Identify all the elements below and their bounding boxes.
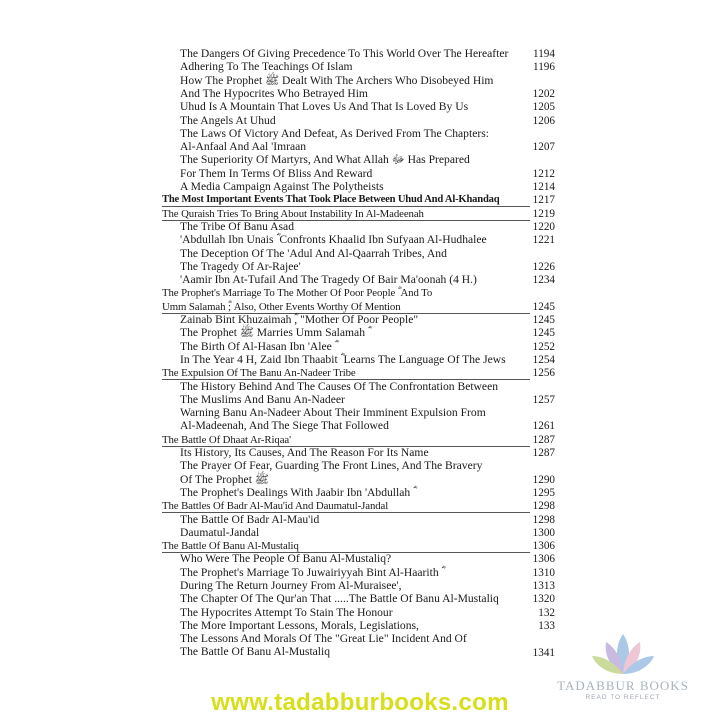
toc-entry-title-line: During The Return Journey From Al-Muraisee', — [180, 579, 402, 592]
toc-page-number: 1257 — [532, 393, 555, 406]
toc-entry-title-line: Who Were The People Of Banu Al-Mustaliq? — [180, 552, 392, 566]
toc-entry-title-line: The Tragedy Of Ar-Rajee' — [180, 259, 301, 273]
toc-page-number: 1254 — [532, 353, 555, 366]
toc-entry-title-line: The Birth Of Al-Hasan Ibn 'Alee ؓ — [180, 339, 335, 353]
toc-entry-title-line: The Hypocrites Attempt To Stain The Honour — [180, 605, 393, 619]
toc-page-number: 1214 — [532, 181, 555, 193]
toc-page-number: 1306 — [532, 553, 555, 566]
toc-entry-title-line: A Media Campaign Against The Polytheists — [180, 180, 384, 193]
toc-page-number: 1295 — [532, 486, 555, 499]
toc-page-number: 132 — [538, 606, 555, 619]
toc-page-number: 1313 — [532, 580, 555, 592]
toc-entry-title-line: The Battle Of Banu Al-Mustaliq — [162, 540, 299, 553]
footer-website-url[interactable]: www.tadabburbooks.com — [211, 689, 509, 716]
toc-page-number: 1196 — [533, 61, 555, 74]
toc-entry-title-line: In The Year 4 H, Zaid Ibn Thaabit ؓ Learns The Language Of The Jews — [180, 352, 506, 366]
toc-entry-title-line: The Superiority Of Martyrs, And What Allah ﷻ Has Prepared — [180, 153, 470, 167]
toc-entry-title-line: The Prophet's Dealings With Jaabir Ibn 'Abdullah ؓ — [180, 485, 414, 499]
toc-page-number: 1245 — [532, 314, 555, 326]
toc-page-number: 1290 — [532, 473, 555, 486]
toc-entry-title-line: The Dangers Of Giving Precedence To This World Over The Hereafter — [180, 47, 509, 60]
toc-entry-title-line: The Battle Of Banu Al-Mustaliq — [180, 645, 331, 659]
toc-entry-title-line: The Muslims And Banu An-Nadeer — [180, 392, 345, 406]
toc-page-number: 1298 — [532, 500, 555, 513]
toc-page-number: 1287 — [532, 433, 555, 446]
toc-entry-title-line: The Angels At Uhud — [180, 113, 276, 127]
toc-page-number: 1194 — [533, 48, 555, 60]
toc-entry-title-line: How The Prophet ﷺ Dealt With The Archers Who Disobeyed Him — [180, 73, 494, 87]
toc-entry-title-line: 'Abdullah Ibn Unais ؓ Confronts Khaalid Ibn Sufyaan Al-Hudhalee — [180, 233, 487, 247]
toc-entry-title-line: The History Behind And The Causes Of The Confrontation Between — [180, 379, 499, 393]
toc-entry-title-line: The Most Important Events That Took Place Between Uhud And Al-Khandaq — [162, 194, 500, 206]
toc-page-number: 1306 — [532, 540, 555, 553]
toc-entry-title-line: Umm Salamah ؓ; Also, Other Events Worthy Of Mention — [162, 300, 401, 313]
toc-entry-title-line: Uhud Is A Mountain That Loves Us And That Is Loved By Us — [180, 100, 469, 114]
toc-entry-title-line: The Expulsion Of The Banu An-Nadeer Tribe — [162, 367, 356, 380]
toc-page-number: 1261 — [532, 420, 555, 433]
toc-page-number: 1252 — [532, 340, 555, 353]
toc-page-number: 1221 — [532, 234, 555, 247]
toc-page-number: 1220 — [532, 220, 555, 233]
toc-entry-title-line: The Deception Of The 'Adul And Al-Qaarrah Tribes, And — [180, 246, 447, 260]
toc-page-number: 133 — [538, 619, 555, 632]
toc-page-number: 1298 — [532, 513, 555, 526]
logo-tagline: READ TO REFLECT — [585, 694, 661, 701]
toc-page-number: 1202 — [532, 87, 555, 100]
toc-page-number: 1245 — [532, 327, 555, 340]
toc-page-number: 1212 — [532, 167, 555, 180]
toc-entry-title-line: Daumatul-Jandal — [180, 525, 260, 539]
toc-entry-title-line: Al-Anfaal And Aal 'Imraan — [180, 140, 307, 154]
toc-entry-title-line: The More Important Lessons, Morals, Legislations, — [180, 618, 419, 632]
toc-page-number: 1256 — [532, 367, 555, 380]
toc-page-number: 1245 — [532, 300, 555, 313]
toc-entry-title-line: The Laws Of Victory And Defeat, As Derived From The Chapters: — [180, 126, 489, 140]
toc-page-number: 1287 — [532, 447, 555, 459]
toc-entry-title-line: Zainab Bint Khuzaimah ؓ, "Mother Of Poor People" — [180, 313, 419, 326]
toc-entry-title-line: The Quraish Tries To Bring About Instability In Al-Madeenah — [162, 207, 424, 220]
toc-page-number: 1234 — [532, 274, 555, 287]
toc-entry-title-line: The Prophet's Marriage To Juwairiyyah Bint Al-Haarith ؓ — [180, 565, 442, 579]
toc-entry-title-line: The Lessons And Morals Of The "Great Lie" Incident And Of — [180, 632, 467, 646]
toc-entry-title-line: Adhering To The Teachings Of Islam — [180, 60, 353, 74]
toc-entry-title-line: The Tribe Of Banu Asad — [180, 219, 295, 233]
logo-wordmark: TADABBUR BOOKS — [557, 678, 689, 693]
toc-page-number: 1310 — [532, 566, 555, 579]
lotus-icon — [588, 630, 658, 680]
toc-entry-title-line: The Chapter Of The Qur'an That .....The Battle Of Banu Al-Mustaliq — [180, 592, 499, 606]
toc-entry-title-line: Of The Prophet ﷺ — [180, 472, 269, 486]
toc-entry-title-line: Warning Banu An-Nadeer About Their Imminent Expulsion From — [180, 406, 486, 420]
toc-entry-title-line: The Prophet ﷺ Marries Umm Salamah ؓ — [180, 326, 368, 340]
toc-entry-title-line: The Battle Of Badr Al-Mau'id — [180, 512, 320, 526]
toc-page-number: 1341 — [532, 646, 555, 659]
toc-entry-title-line: The Battles Of Badr Al-Mau'id And Daumatul-Jandal — [162, 500, 389, 513]
toc-page-number: 1226 — [532, 260, 555, 273]
toc-page-number: 1206 — [532, 114, 555, 127]
toc-page-number: 1300 — [532, 526, 555, 539]
toc-entry-title-line: Al-Madeenah, And The Siege That Followed — [180, 419, 389, 433]
toc-entry-title-line: For Them In Terms Of Bliss And Reward — [180, 166, 373, 180]
toc-page-number: 1217 — [532, 194, 555, 207]
toc-entry-title-line: The Prayer Of Fear, Guarding The Front Lines, And The Bravery — [180, 459, 483, 473]
toc-entry-title-line: The Battle Of Dhaat Ar-Riqaa' — [162, 433, 291, 446]
toc-entry-title-line: Its History, Its Causes, And The Reason For Its Name — [180, 446, 429, 459]
toc-page-number: 1320 — [532, 593, 555, 606]
toc-page-number: 1219 — [532, 207, 555, 220]
toc-page-number: 1207 — [532, 141, 555, 154]
toc-entry-title-line: 'Aamir Ibn At-Tufail And The Tragedy Of Bair Ma'oonah (4 H.) — [180, 273, 477, 287]
toc-entry-title-line: And The Hypocrites Who Betrayed Him — [180, 86, 368, 100]
toc-page-number: 1205 — [532, 101, 555, 114]
toc-entry-title-line: The Prophet's Marriage To The Mother Of Poor People ؓ And To — [162, 287, 433, 300]
